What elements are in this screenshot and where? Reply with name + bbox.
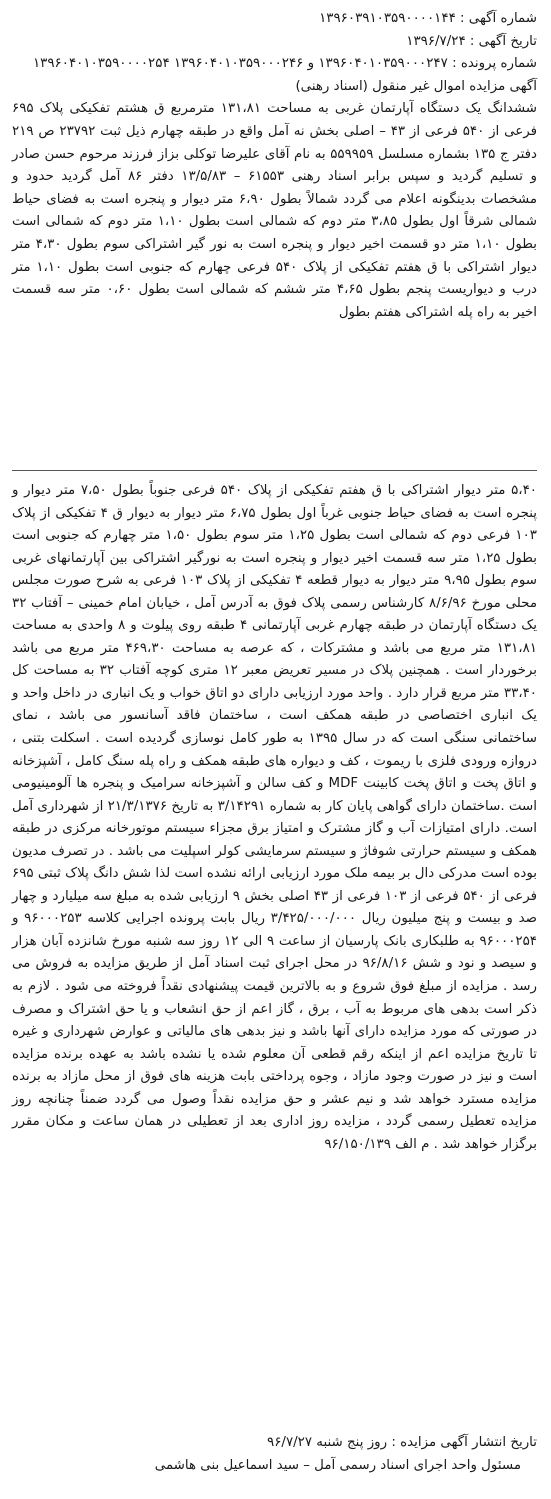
notice-body-top: ششدانگ یک دستگاه آپارتمان غربی به مساحت ۱۳۱،۸۱ مترمربع ق هشتم تفکیکی پلاک ۶۹۵ فرعی از ۵۴۰ فرعی از ۴۳ – اصلی بخش نه آمل واقع در طبقه چهارم ذیل ثبت ۲۳۷۹۲ ص ۲۱۹ دفتر ج ۱۳۵ بشماره مسلسل ۵۵۹۹۵۹ به نام آقای علیرضا توکلی بزاز فرزند مرحوم حسن صادر و تسلیم گردید و سپس برابر اسناد رهنی ۶۱۵۵۳ – ۱۳/۵/۸۳ دفتر ۸۶ آمل گردید حدود و مشخصات بدینگونه اعلام می گردد شمالاً بطول ۶،۹۰ متر دیوار و پنجره است به فضای حیاط شمالی شرقاً اول بطول ۳،۸۵ متر دوم که شمالی است بطول ۱،۱۰ متر دوم که شمالی است بطول ۱،۱۰ متر دو قسمت اخیر دیوار و پنجره است به نور گیر اشتراکی سوم بطول ۴،۳۰ متر دیوار اشتراکی با ق هفتم تفکیکی از پلاک ۵۴۰ فرعی چهارم که جنوبی است بطول ۱،۱۰ متر درب و دیواریست پنجم بطول ۴،۶۵ متر ششم که شمالی است بطول ۰،۶۰ متر سه قسمت اخیر به راه پله اشتراکی هفتم بطول (12, 101, 538, 320)
file-numbers: شماره پرونده : ۱۳۹۶۰۴۰۱۰۳۵۹۰۰۰۲۴۷ و ۱۳۹۶۰۴۰۱۰۳۵۹۰۰۰۲۴۶ ۱۳۹۶۰۴۰۱۰۳۵۹۰۰۰۰۲۵۴ (32, 56, 537, 72)
notice-top-column (12, 8, 537, 324)
signature-line: مسئول واحد اجرای اسناد رسمی آمل – سید اسماعیل بنی هاشمی (154, 1457, 521, 1473)
column-divider (12, 470, 537, 471)
notice-bottom-column (12, 480, 537, 1156)
notice-heading: آگهی مزایده اموال غیر منقول (اسناد رهنی) (295, 78, 537, 94)
publish-date: تاریخ انتشار آگهی مزایده : روز پنج شنبه ۹۶/۷/۲۷ (267, 1435, 537, 1450)
notice-body-bottom: ۵،۴۰ متر دیوار اشتراکی با ق هفتم تفکیکی از پلاک ۵۴۰ فرعی جنوباً بطول ۷،۵۰ متر دیوار و پنجره است به فضای حیاط جنوبی غرباً اول بطول ۶،۷۵ متر دیوار به دیوار ق ۴ تفکیکی از پلاک ۱۰۳ فرعی دوم که شمالی است بطول ۱،۲۵ متر سوم بطول ۱،۵۰ متر چهارم که جنوبی است بطول ۱،۲۵ متر سه قسمت اخیر دیوار و پنجره است به نورگیر اشتراکی بین آپارتمانهای غربی سوم بطول ۹،۹۵ متر دیوار به دیوار قطعه ۴ تفکیکی از پلاک ۱۰۳ فرعی به شرح صورت مجلس محلی مورخ ۸/۶/۹۶ کارشناس رسمی پلاک فوق به آدرس آمل ، خیابان امام خمینی – آفتاب ۳۲ یک دستگاه آپارتمان در طبقه چهارم غربی آپارتمانی ۴ طبقه روی پیلوت و ۸ واحدی به مساحت ۱۳۱،۸۱ متر مربع می باشد و مشترکات ، که عرصه به مساحت ۴۶۹،۳۰ متر مربع می باشد برخوردار است . همچنین پلاک در مسیر تعریض معبر ۱۲ متری کوچه آفتاب ۳۲ به مساحت کل ۳۳،۴۰ متر مربع قرار دارد . واحد مورد ارزیابی دارای دو اتاق خواب و یک انباری در داخل واحد و یک انباری اختصاصی در طبقه همکف است ، ساختمان فاقد آسانسور می باشد ، نمای ساختمانی سنگی است که در سال ۱۳۹۵ به طور کامل نوسازی گردیده است . اسکلت بتنی ، دروازه ورودی فلزی با ریموت ، کف و دیواره های طبقه همکف و راه پله سنگ کامل ، آشپزخانه و اتاق پخت و اتاق پخت کابینت MDF و کف سالن و آشپزخانه سرامیک و پنجره ها آلومینیومی است .ساختمان دارای گواهی پایان کار به شماره ۳/۱۴۲۹۱ به تاریخ ۲۱/۳/۱۳۷۶ از شهرداری آمل است. دارای امتیازات آب و گاز مشترک و امتیاز برق مجزاء سیستم موتورخانه مرکزی در طبقه همکف و سیستم حرارتی شوفاژ و سیستم سرمایشی کولر اسپلیت می باشد . در تصرف مدیون بوده است مدرکی دال بر بیمه ملک مورد ارزیابی ارائه نشده است لذا شش دانگ پلاک ثبتی ۶۹۵ فرعی از ۵۴۰ فرعی از ۱۰۳ فرعی از ۴۳ اصلی بخش ۹ ارزیابی شده به مبلغ سه میلیارد و چهار صد و بیست و پنج میلیون ریال ۳/۴۲۵/۰۰۰/۰۰۰ ریال بابت پرونده اجرایی کلاسه ۹۶۰۰۰۲۵۳ و ۹۶۰۰۰۲۵۴ به طلبکاری بانک پارسیان از ساعت ۹ الی ۱۲ روز سه شنبه مورخ شانزده آبان هزار و سیصد و نود و شش ۹۶/۸/۱۶ در محل اجرای ثبت اسناد آمل از طریق مزایده به فروش می رسد . مزایده از مبلغ فوق شروع و به بالاترین قیمت پیشنهادی نقداً فروخته می شود . لازم به ذکر است بدهی های مربوط به آب ، برق ، گاز اعم از حق انشعاب و یا حق اشتراک و مصرف در صورتی که مورد مزایده دارای آنها باشد و نیز بدهی های مالیاتی و عوارض شهرداری و غیره تا تاریخ مزایده اعم از اینکه رقم قطعی آن معلوم شده یا نشده باشد به عهده برنده مزایده است و نیز در صورت وجود مازاد ، وجوه پرداختی بابت هزینه های فوق از محل مازاد به برنده مزایده مسترد خواهد شد و نیم عشر و حق مزایده نقداً وصول می گردد ضمناً چنانچه روز مزایده تعطیل رسمی گردد ، مزایده روز اداری بعد از تعطیلی در همان ساعت و مکان مقرر برگزار خواهد شد . م الف ۹۶/۱۵۰/۱۳۹ (12, 483, 538, 1152)
ad-date: تاریخ آگهی : ۱۳۹۶/۷/۲۴ (406, 33, 537, 49)
ad-number: شماره آگهی : ۱۳۹۶۰۳۹۱۰۳۵۹۰۰۰۰۱۴۴ (319, 11, 537, 26)
notice-footer (12, 1432, 537, 1477)
